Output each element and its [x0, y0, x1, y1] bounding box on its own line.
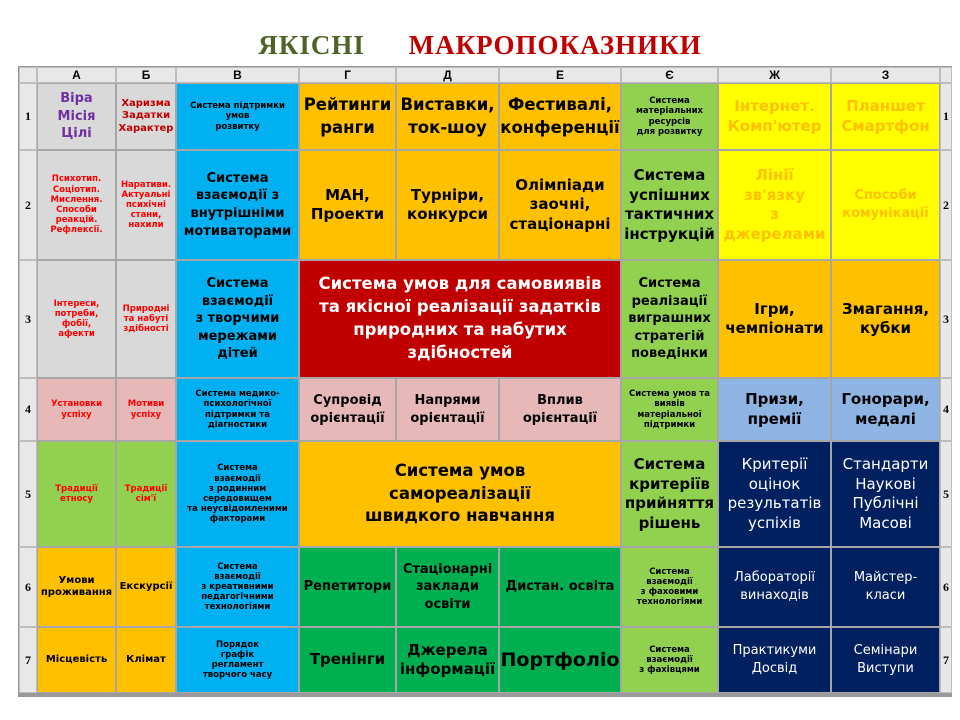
column-header-z[interactable]: З: [831, 67, 940, 83]
column-header-right-blank: [940, 67, 952, 83]
cell-r2-z[interactable]: [831, 150, 940, 260]
cell-r1-g[interactable]: [299, 83, 396, 150]
cell-r2-ye[interactable]: [621, 150, 718, 260]
cell-r7-g-text: Тренінги: [309, 650, 386, 669]
cell-r1-ye[interactable]: [621, 83, 718, 150]
cell-r6-ye[interactable]: [621, 547, 718, 627]
cell-r2-v[interactable]: [176, 150, 299, 260]
cell-r3-ye-text: Система реалізації виграшних стратегій поведінки: [628, 276, 711, 362]
cell-r7-ye[interactable]: [621, 627, 718, 693]
cell-r1-e-text: Фестивалі, конференції: [500, 94, 620, 137]
cell-r5-zh[interactable]: [718, 441, 831, 547]
row-header-right-2: 2: [940, 150, 952, 260]
column-header-v[interactable]: В: [176, 67, 299, 83]
cell-r6-d-text: Стаціонарні заклади освіти: [402, 561, 493, 612]
cell-r4-e-text: Вплив орієнтації: [522, 392, 598, 426]
cell-r6-b[interactable]: [116, 547, 176, 627]
cell-r1-v[interactable]: [176, 83, 299, 150]
cell-r5-b-text: Традиції сім'ї: [124, 483, 168, 504]
row-header-2[interactable]: 2: [19, 150, 37, 260]
row-header-right-6: 6: [940, 547, 952, 627]
row-header-right-5: 5: [940, 441, 952, 547]
cell-r4-z-text: Гонорари, медалі: [841, 390, 930, 428]
cell-r6-g-text: Репетитори: [303, 579, 392, 595]
cell-r7-d-text: Джерела інформації: [399, 640, 496, 678]
cell-r4-ye[interactable]: [621, 378, 718, 441]
cell-r2-e[interactable]: [499, 150, 621, 260]
cell-r4-zh-text: Призи, премії: [745, 390, 804, 428]
row-header-6[interactable]: 6: [19, 547, 37, 627]
cell-r3-z[interactable]: [831, 260, 940, 378]
cell-r1-b[interactable]: [116, 83, 176, 150]
cell-r4-v[interactable]: [176, 378, 299, 441]
row-header-1[interactable]: 1: [19, 83, 37, 150]
cell-r4-a[interactable]: [37, 378, 116, 441]
cell-r3-z-text: Змагання, кубки: [841, 299, 930, 337]
cell-r1-b-text: Харизма Задатки Характер: [118, 97, 174, 134]
cell-r7-a[interactable]: [37, 627, 116, 693]
cell-r6-v-text: Система взаємодії з креативними педагогічними технологіями: [201, 561, 274, 613]
cell-r3-zh-text: Ігри, чемпіонати: [725, 299, 824, 337]
cell-r7-v[interactable]: [176, 627, 299, 693]
cell-r1-zh[interactable]: [718, 83, 831, 150]
cell-r3-a-text: Інтереси, потреби, фобії, афекти: [53, 298, 100, 340]
cell-r4-b-text: Мотиви успіху: [127, 399, 165, 420]
cell-r3-merged-text: Система умов для самовиявів та якісної реалізації задатків природних та набутих здібностей: [318, 274, 602, 362]
cell-r5-v-text: Система взаємодії з родинним середовищем та неусвідомленими факторами: [187, 463, 288, 525]
cell-r4-ye-text: Система умов та виявів матеріальної підтримки: [629, 389, 710, 430]
cell-r1-v-text: Система підтримки умов розвитку: [190, 101, 285, 132]
title-part-1: ЯКІСНІ: [258, 30, 365, 60]
cell-r2-d[interactable]: [396, 150, 499, 260]
cell-r6-a-text: Умови проживання: [40, 574, 113, 598]
cell-r6-zh[interactable]: [718, 547, 831, 627]
cell-r6-e-text: Дистан. освіта: [505, 579, 615, 595]
cell-r6-ye-text: Система взаємодії з фаховими технологіями: [636, 566, 703, 608]
cell-r4-z[interactable]: [831, 378, 940, 441]
cell-r1-d[interactable]: [396, 83, 499, 150]
row-header-right-1: 1: [940, 83, 952, 150]
cell-r1-z[interactable]: [831, 83, 940, 150]
column-header-b[interactable]: Б: [116, 67, 176, 83]
row-header-right-7: 7: [940, 627, 952, 693]
cell-r6-b-text: Екскурсії: [119, 580, 173, 592]
spreadsheet-table: [18, 66, 952, 694]
cell-r5-v[interactable]: [176, 441, 299, 547]
cell-r2-e-text: Олімпіади заочні, стаціонарні: [509, 175, 611, 233]
cell-r2-zh[interactable]: [718, 150, 831, 260]
cell-r3-merged[interactable]: [299, 260, 621, 378]
cell-r7-e-text: Портфоліо: [500, 648, 620, 671]
cell-r5-zh-text: Критерії оцінок результатів успіхів: [727, 455, 822, 532]
cell-r2-zh-text: Лінії зв'язку з джерелами: [723, 166, 826, 243]
cell-r1-z-text: Планшет Смартфон: [841, 97, 930, 135]
cell-r7-v-text: Порядок графік регламент творчого часу: [202, 639, 273, 681]
cell-r5-ye-text: Система критеріїв прийняття рішень: [624, 455, 715, 532]
cell-r4-g-text: Супровід орієнтації: [310, 392, 385, 426]
cell-r6-zh-text: Лабораторії винаходів: [734, 570, 815, 603]
cell-r1-zh-text: Інтернет. Комп'ютер: [727, 97, 822, 135]
cell-r4-d-text: Напрями орієнтації: [410, 392, 485, 426]
cell-r1-a-text: Віра Місія Цілі: [57, 91, 96, 142]
cell-r5-z[interactable]: [831, 441, 940, 547]
cell-r2-v-text: Система взаємодії з внутрішніми мотиваторами: [183, 170, 292, 239]
cell-r7-a-text: Місцевість: [45, 653, 108, 665]
column-header-g[interactable]: Г: [299, 67, 396, 83]
cell-r6-v[interactable]: [176, 547, 299, 627]
row-header-4[interactable]: 4: [19, 378, 37, 441]
cell-r3-a[interactable]: [37, 260, 116, 378]
row-header-7[interactable]: 7: [19, 627, 37, 693]
cell-r3-b-text: Природні та набуті здібності: [122, 303, 170, 335]
cell-r6-g[interactable]: [299, 547, 396, 627]
cell-r5-merged[interactable]: [299, 441, 621, 547]
cell-r6-z-text: Майстер- класи: [853, 570, 918, 603]
cell-r7-z-text: Семінари Виступи: [853, 643, 918, 676]
cell-r2-z-text: Способи комунікації: [842, 188, 929, 221]
cell-r7-z[interactable]: [831, 627, 940, 693]
cell-r5-a[interactable]: [37, 441, 116, 547]
cell-r5-a-text: Традиції етносу: [55, 483, 98, 504]
cell-r5-ye[interactable]: [621, 441, 718, 547]
cell-r6-e[interactable]: [499, 547, 621, 627]
cell-r6-z[interactable]: [831, 547, 940, 627]
cell-r3-b[interactable]: [116, 260, 176, 378]
column-header-a[interactable]: А: [37, 67, 116, 83]
cell-r7-d[interactable]: [396, 627, 499, 693]
cell-r7-e[interactable]: [499, 627, 621, 693]
cell-r2-a[interactable]: [37, 150, 116, 260]
row-header-right-3: 3: [940, 260, 952, 378]
cell-r6-a[interactable]: [37, 547, 116, 627]
cell-r5-z-text: Стандарти Наукові Публічні Масові: [842, 455, 929, 532]
cell-r2-ye-text: Система успішних тактичних інструкцій: [624, 166, 715, 243]
cell-r4-d[interactable]: [396, 378, 499, 441]
cell-r7-b[interactable]: [116, 627, 176, 693]
cell-r6-d[interactable]: [396, 547, 499, 627]
title-part-2: МАКРОПОКАЗНИКИ: [408, 30, 702, 60]
cell-r1-e[interactable]: [499, 83, 621, 150]
cell-r5-b[interactable]: [116, 441, 176, 547]
cell-r4-zh[interactable]: [718, 378, 831, 441]
cell-r1-ye-text: Система матеріальних ресурсів для розвитку: [635, 96, 704, 137]
cell-r2-g[interactable]: [299, 150, 396, 260]
cell-r4-a-text: Установки успіху: [50, 399, 103, 420]
column-header-e[interactable]: Е: [499, 67, 621, 83]
cell-r3-zh[interactable]: [718, 260, 831, 378]
cell-r7-ye-text: Система взаємодії з фахівцями: [639, 644, 700, 676]
cell-r3-v-text: Система взаємодії з творчими мережами дітей: [195, 276, 280, 362]
cell-r3-v[interactable]: [176, 260, 299, 378]
cell-r4-e[interactable]: [499, 378, 621, 441]
column-header-zh[interactable]: Ж: [718, 67, 831, 83]
cell-r2-b-text: Наративи. Актуальні психічні стани, нахили: [120, 179, 172, 231]
cell-r7-g[interactable]: [299, 627, 396, 693]
cell-r4-b[interactable]: [116, 378, 176, 441]
bottom-divider: [18, 694, 952, 697]
cell-r1-g-text: Рейтинги ранги: [303, 94, 392, 137]
cell-r7-b-text: Клімат: [126, 653, 166, 665]
row-header-5[interactable]: 5: [19, 441, 37, 547]
cell-r1-a[interactable]: [37, 83, 116, 150]
cell-r4-g[interactable]: [299, 378, 396, 441]
corner-header[interactable]: [19, 67, 37, 83]
page-title: [0, 30, 960, 61]
cell-r7-zh[interactable]: [718, 627, 831, 693]
cell-r2-b[interactable]: [116, 150, 176, 260]
cell-r2-d-text: Турніри, конкурси: [407, 185, 488, 223]
cell-r3-ye[interactable]: [621, 260, 718, 378]
cell-r7-zh-text: Практикуми Досвід: [732, 643, 817, 676]
column-header-d[interactable]: Д: [396, 67, 499, 83]
row-header-3[interactable]: 3: [19, 260, 37, 378]
cell-r1-d-text: Виставки, ток-шоу: [400, 94, 495, 137]
row-header-right-4: 4: [940, 378, 952, 441]
cell-r2-a-text: Психотип. Соціотип. Мислення. Способи реакцій. Рефлексії.: [50, 174, 103, 236]
column-header-ye[interactable]: Є: [621, 67, 718, 83]
cell-r4-v-text: Система медико- психологічної підтримки та діагностики: [195, 389, 280, 430]
cell-r2-g-text: МАН, Проекти: [310, 185, 385, 223]
cell-r5-merged-text: Система умов самореалізації швидкого навчання: [365, 460, 555, 526]
